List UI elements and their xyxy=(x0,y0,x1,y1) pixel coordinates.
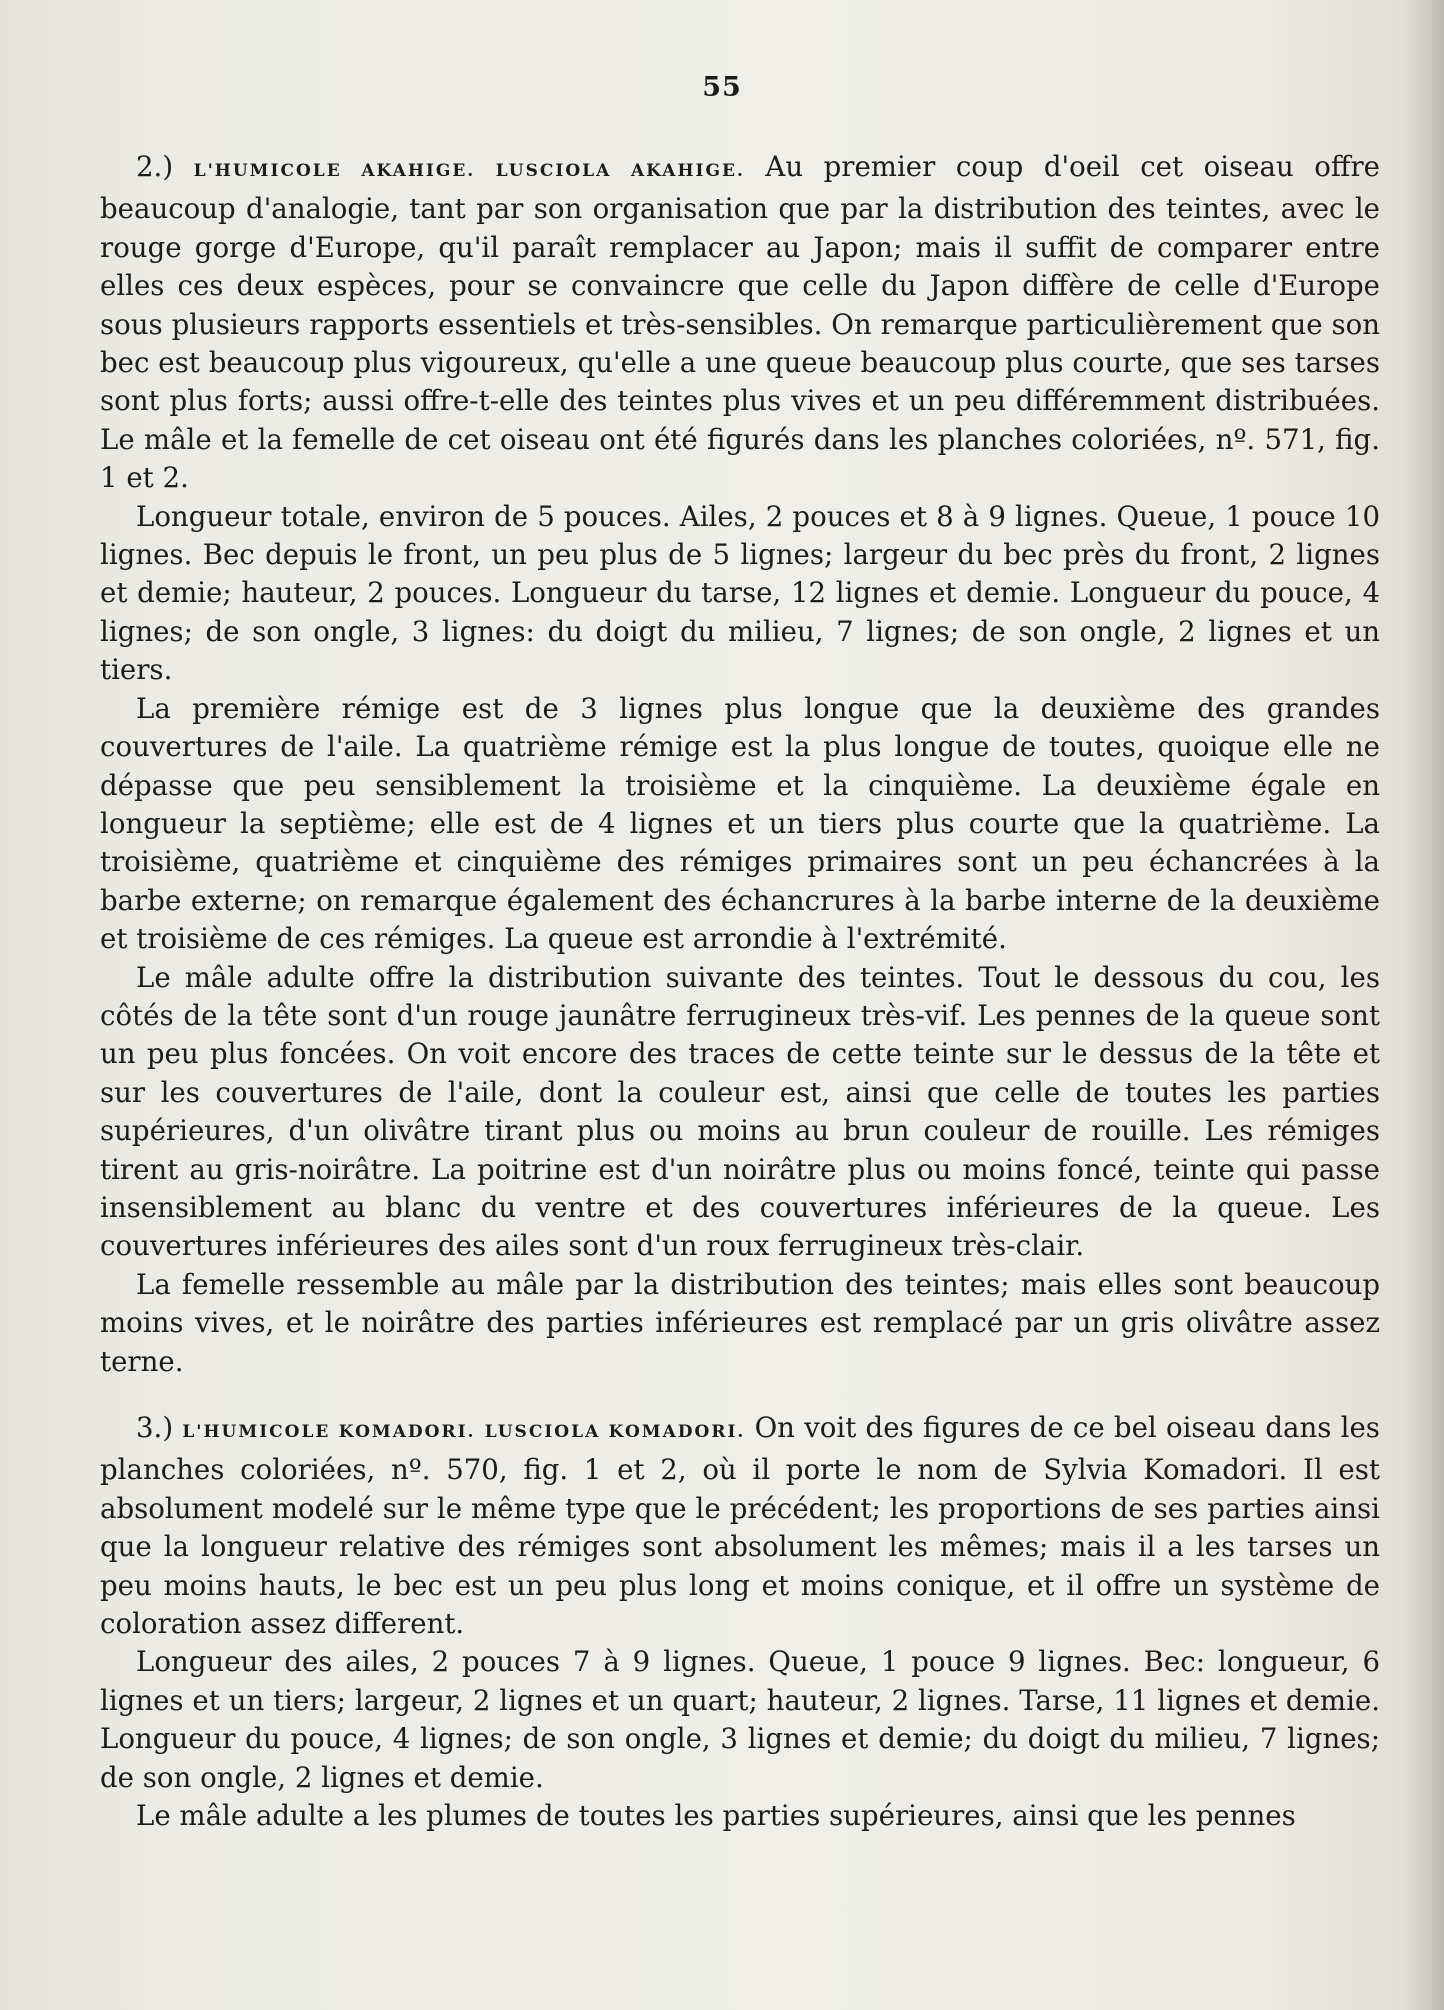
section-2-paragraph-4: Le mâle adulte offre la distribution suivante des teintes. Tout le dessous du cou, les côtés de la tête sont d'un rouge jaunâtre ferrugineux très-vif. Les pennes de la queue sont un peu plus foncées. On voit encore des traces de cette teinte sur le dessus de la tête et sur les couvertures de l'aile, dont la couleur est, ainsi que celle de toutes les parties supérieures, d'un olivâtre tirant plus ou moins au brun couleur de rouille. Les rémiges tirent au gris-noirâtre. La poitrine est d'un noirâtre plus ou moins foncé, teinte qui passe insensiblement au blanc du ventre et des couvertures inférieures de la queue. Les couvertures inférieures des ailes sont d'un roux ferrugineux très-clair. xyxy=(100,960,1380,1263)
section-2-paragraph-3: La première rémige est de 3 lignes plus longue que la deuxième des grandes couvertures de l'aile. La quatrième rémige est la plus longue de toutes, quoique elle ne dépasse que peu sensiblement la troisième et la cinquième. La deuxième égale en longueur la septième; elle est de 4 lignes et un tiers plus courte que la quatrième. La troisième, quatrième et cinquième des rémiges primaires sont un peu échancrées à la barbe externe; on remarque également des échancrures à la barbe interne de la deuxième et troisième de ces rémiges. La queue est arrondie à l'extrémité. xyxy=(100,691,1380,956)
section-3-paragraph-2: Longueur des ailes, 2 pouces 7 à 9 lignes. Queue, 1 pouce 9 lignes. Bec: longueur, 6 lignes et un tiers; largeur, 2 lignes et un quart; hauteur, 2 lignes. Tarse, 11 lignes et demie. Longueur du pouce, 4 lignes; de son ongle, 3 lignes et demie; du doigt du milieu, 7 lignes; de son ongle, 2 lignes et demie. xyxy=(100,1645,1380,1794)
section-2-paragraph-1 xyxy=(100,148,1380,498)
section-3-latin-name: LUSCIOLA KOMADORI. xyxy=(484,1422,746,1442)
section-2-paragraph-5: La femelle ressemble au mâle par la distribution des teintes; mais elles sont beaucoup moins vives, et le noirâtre des parties inférieures est remplacé par un gris olivâtre assez terne. xyxy=(100,1267,1380,1378)
section-2-text-1: Au premier coup d'oeil cet oiseau offre beaucoup d'analogie, tant par son organisation que par la distribution des teintes, avec le rouge gorge d'Europe, qu'il paraît remplacer au Japon; mais il suffit de comparer entre elles ces deux espèces, pour se convaincre que celle du Japon diffère de celle d'Europe sous plusieurs rapports essentiels et très-sensibles. On remarque particulièrement que son bec est beaucoup plus vigoureux, qu'elle a une queue beaucoup plus courte, que ses tarses sont plus forts; aussi offre-t-elle des teintes plus vives et un peu différemment distribuées. Le mâle et la femelle de cet oiseau ont été figurés dans les planches coloriées, nº. 571, fig. 1 et 2. xyxy=(100,150,1381,495)
section-3-paragraph-1 xyxy=(100,1409,1380,1643)
section-3-text-1: On voit des figures de ce bel oiseau dans les planches coloriées, nº. 570, fig. 1 et 2, où il porte le nom de Sylvia Komadori. Il est absolument modelé sur le même type que le précédent; les proportions de ses parties ainsi que la longueur relative des rémiges sont absolument les mêmes; mais il a les tarses un peu moins hauts, le bec est un peu plus long et moins conique, et il offre un système de coloration assez different. xyxy=(100,1411,1380,1641)
section-3-number: 3.) xyxy=(136,1411,174,1444)
section-2-french-name: L'HUMICOLE AKAHIGE. xyxy=(193,161,476,181)
page-gutter-shadow xyxy=(1404,0,1444,2010)
page-number: 55 xyxy=(702,72,742,103)
section-2-latin-name: LUSCIOLA AKAHIGE. xyxy=(495,161,745,181)
section-3-french-name: L'HUMICOLE KOMADORI. xyxy=(182,1422,476,1442)
section-3-paragraph-3: Le mâle adulte a les plumes de toutes les parties supérieures, ainsi que les pennes xyxy=(136,1799,1296,1833)
section-2-paragraph-2: Longueur totale, environ de 5 pouces. Ailes, 2 pouces et 8 à 9 lignes. Queue, 1 pouce 10 lignes. Bec depuis le front, un peu plus de 5 lignes; largeur du bec près du front, 2 lignes et demie; hauteur, 2 pouces. Longueur du tarse, 12 lignes et demie. Longueur du pouce, 4 lignes; de son ongle, 3 lignes: du doigt du milieu, 7 lignes; de son ongle, 2 lignes et un tiers. xyxy=(100,499,1380,687)
section-2-number: 2.) xyxy=(136,150,174,183)
page-body xyxy=(100,148,1380,1835)
